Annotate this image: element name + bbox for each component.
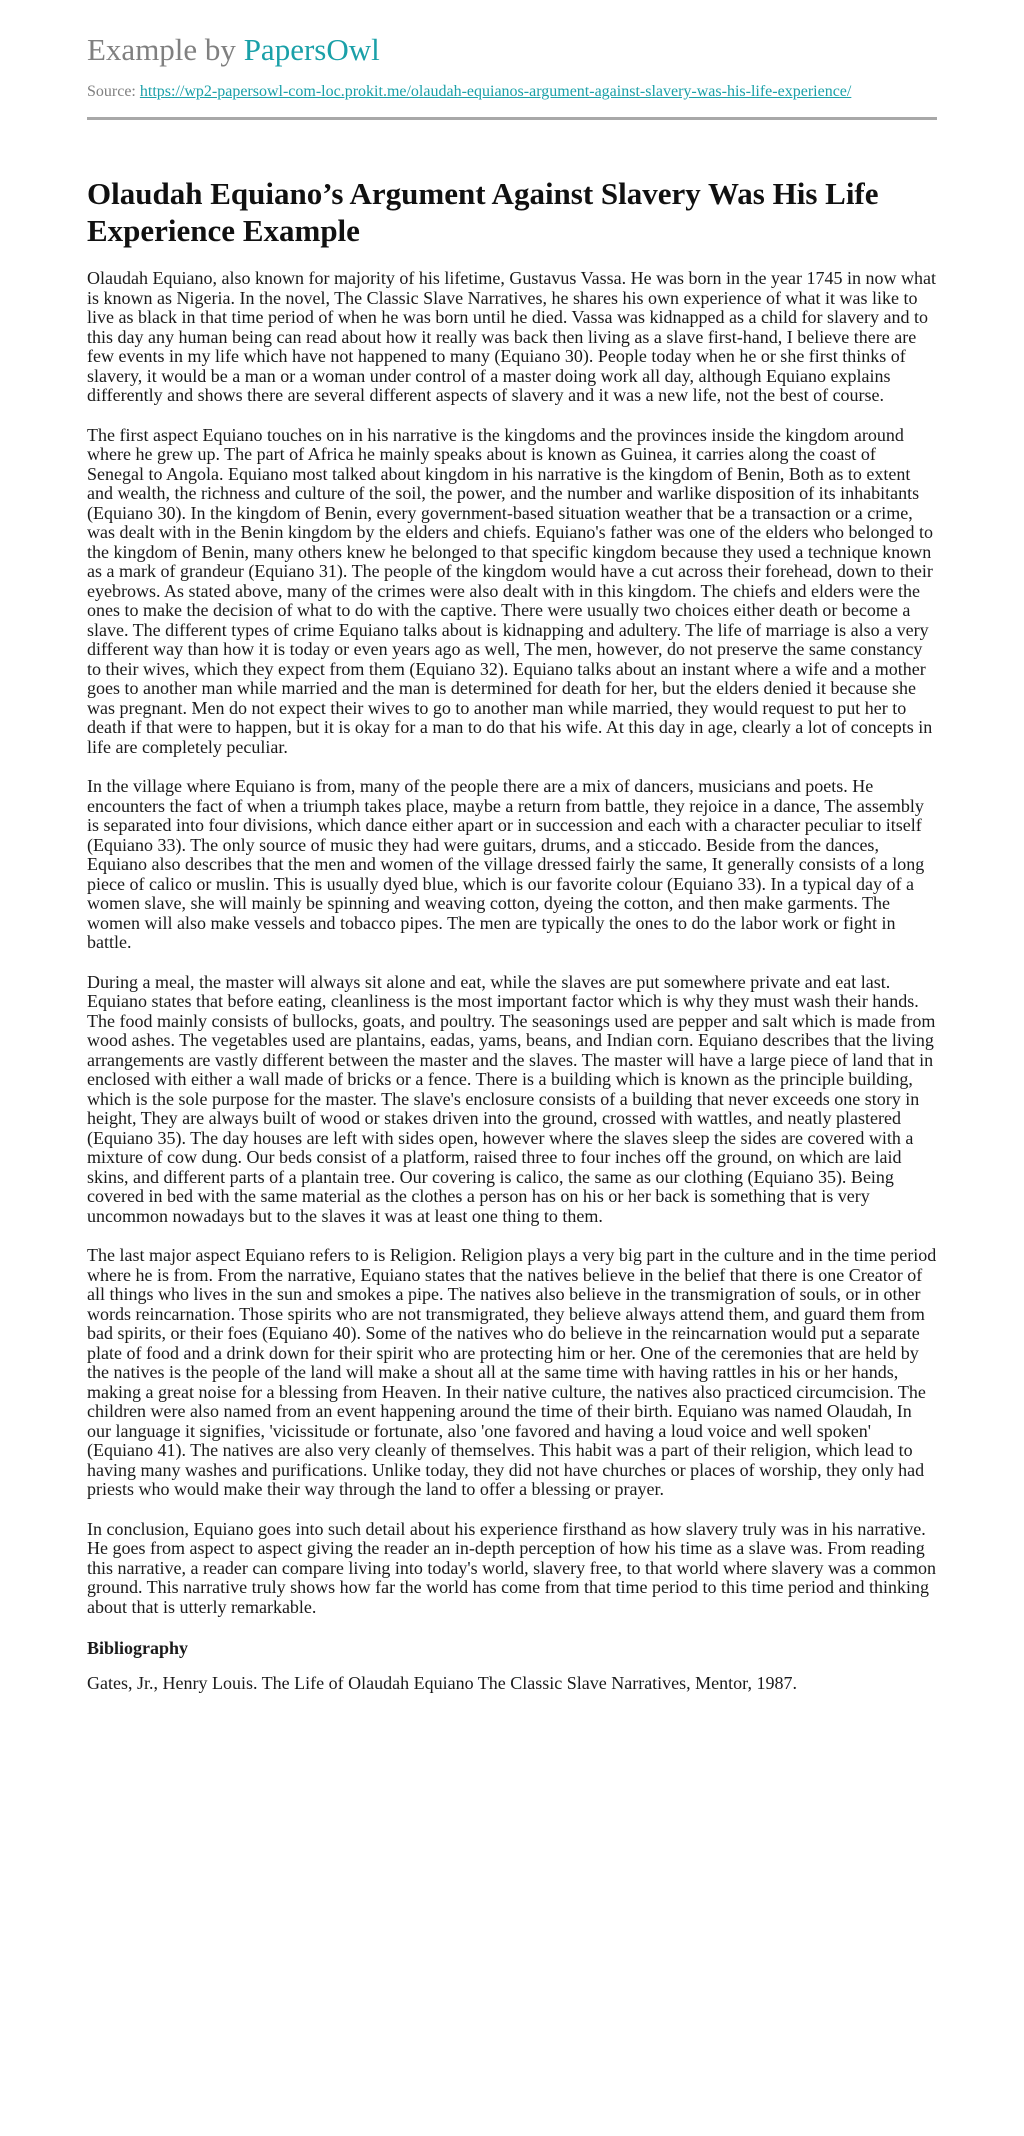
source-label: Source: — [87, 83, 136, 100]
body-paragraph: Olaudah Equiano, also known for majority of his lifetime, Gustavus Vassa. He was born in the year 1745 in now what is known as Nigeria. In the novel, The Classic Slave Narratives, he shares his own experience of what it was like to live as black in that time period of when he was born until he died. Vassa was kidnapped as a child for slavery and to this day any human being can read about how it really was back then living as a slave first-hand, I believe there are few events in my life which have not happened to many (Equiano 30). People today when he or she first thinks of slavery, it would be a man or a woman under control of a master doing work all day, although Equiano explains differently and shows there are several different aspects of slavery and it was a new life, not the best of course. — [87, 268, 937, 405]
brand-name: PapersOwl — [243, 32, 380, 67]
body-paragraph: In conclusion, Equiano goes into such detail about his experience firsthand as how slavery truly was in his narrative. He goes from aspect to aspect giving the reader an in-depth perception of how his time as a slave was. From reading this narrative, a reader can compare living into today's world, slavery free, to that world where slavery was a common ground. This narrative truly shows how far the world has come from that time period to this time period and thinking about that is utterly remarkable. — [87, 1518, 936, 1617]
article-title: Olaudah Equiano’s Argument Against Slavery Was His Life Experience Example — [87, 176, 879, 248]
body-paragraph: The first aspect Equiano touches on in his narrative is the kingdoms and the provinces inside the kingdom around where he grew up. The part of Africa he mainly speaks about is known as Guinea, it carries along the coast of Senegal to Angola. Equiano most talked about kingdom in his narrative is the kingdom of Benin, Both as to extent and wealth, the richness and culture of the soil, the power, and the number and warlike disposition of its inhabitants (Equiano 30). In the kingdom of Benin, every government-based situation weather that be a transaction or a crime, was dealt with in the Benin kingdom by the elders and chiefs. Equiano's father was one of the elders who belonged to the kingdom of Benin, many others knew he belonged to that specific kingdom because they used a technique known as a mark of grandeur (Equiano 31). The people of the kingdom would have a cut across their forehead, down to their eyebrows. As stated above, many of the crimes were also dealt with in this kingdom. The chiefs and elders were the ones to make the decision of what to do with the captive. There were usually two choices either death or become a slave. The different types of crime Equiano talks about is kidnapping and adultery. The life of marriage is also a very different way than how it is today or even years ago as well, The men, however, do not preserve the same constancy to their wives, which they expect from them (Equiano 32). Equiano talks about an instant where a wife and a mother goes to another man while married and the man is determined for death for her, but the elders denied it because she was pregnant. Men do not expect their wives to go to another man while married, they would request to put her to death if that were to happen, but it is okay for a man to do that his wife. At this day in age, clearly a lot of concepts in life are completely peculiar. — [87, 424, 934, 757]
source-line — [87, 82, 937, 101]
bibliography-entry: Gates, Jr., Henry Louis. The Life of Olaudah Equiano The Classic Slave Narratives, Mentor, 1987. — [87, 1673, 797, 1693]
brand-prefix: Example by — [87, 32, 236, 67]
body-paragraph: During a meal, the master will always sit alone and eat, while the slaves are put somewhere private and eat last. Equiano states that before eating, cleanliness is the most important factor which is why they must wash their hands. The food mainly consists of bullocks, goats, and poultry. The seasonings used are pepper and salt which is made from wood ashes. The vegetables used are plantains, eadas, yams, beans, and Indian corn. Equiano describes that the living arrangements are vastly different between the master and the slaves. The master will have a large piece of land that in enclosed with either a wall made of bricks or a fence. There is a building which is known as the principle building, which is the sole purpose for the master. The slave's enclosure consists of a building that never exceeds one story in height, They are always built of wood or stakes driven into the ground, crossed with wattles, and neatly plastered (Equiano 35). The day houses are left with sides open, however where the slaves sleep the sides are covered with a mixture of cow dung. Our beds consist of a platform, raised three to four inches off the ground, on which are laid skins, and different parts of a plantain tree. Our covering is calico, the same as our clothing (Equiano 35). Being covered in bed with the same material as the clothes a person has on his or her back is something that is very uncommon nowadays but to the slaves it was at least one thing to them. — [87, 971, 936, 1226]
page-header — [87, 30, 937, 120]
document-page — [87, 0, 937, 1693]
article — [87, 175, 937, 1693]
header-divider — [87, 117, 937, 120]
source-link[interactable]: https://wp2-papersowl-com-loc.prokit.me/olaudah-equianos-argument-against-slavery-was-his-life-experience/ — [139, 83, 852, 100]
brand-line — [87, 30, 937, 70]
body-paragraph: In the village where Equiano is from, many of the people there are a mix of dancers, musicians and poets. He encounters the fact of when a triumph takes place, maybe a return from battle, they rejoice in a dance, The assembly is separated into four divisions, which dance either apart or in succession and each with a character peculiar to itself (Equiano 33). The only source of music they had were guitars, drums, and a sticcado. Beside from the dances, Equiano also describes that the men and women of the village dressed fairly the same, It generally consists of a long piece of calico or muslin. This is usually dyed blue, which is our favorite colour (Equiano 33). In a typical day of a women slave, she will mainly be spinning and weaving cotton, dyeing the cotton, and then make garments. The women will also make vessels and tobacco pipes. The men are typically the ones to do the labor work or fight in battle. — [87, 776, 925, 952]
bibliography-heading: Bibliography — [87, 1638, 189, 1658]
body-paragraph: The last major aspect Equiano refers to is Religion. Religion plays a very big part in the culture and in the time period where he is from. From the narrative, Equiano states that the natives believe in the belief that there is one Creator of all things who lives in the sun and smokes a pipe. The natives also believe in the transmigration of souls, or in other words reincarnation. Those spirits who are not transmigrated, they believe always attend them, and guard them from bad spirits, or their foes (Equiano 40). Some of the natives who do believe in the reincarnation would put a separate plate of food and a drink down for their spirit who are protecting him or her. One of the ceremonies that are held by the natives is the people of the land will make a shout all at the same time with having rattles in his or her hands, making a great noise for a blessing from Heaven. In their native culture, the natives also practiced circumcision. The children were also named from an event happening around the time of their birth. Equiano was named Olaudah, In our language it signifies, 'vicissitude or fortunate, also 'one favored and having a loud voice and well spoken' (Equiano 41). The natives are also very cleanly of themselves. This habit was a part of their religion, which lead to having many washes and purifications. Unlike today, they did not have churches or places of worship, they only had priests who would make their way through the land to offer a blessing or prayer. — [87, 1245, 937, 1499]
bibliography — [87, 1637, 937, 1693]
